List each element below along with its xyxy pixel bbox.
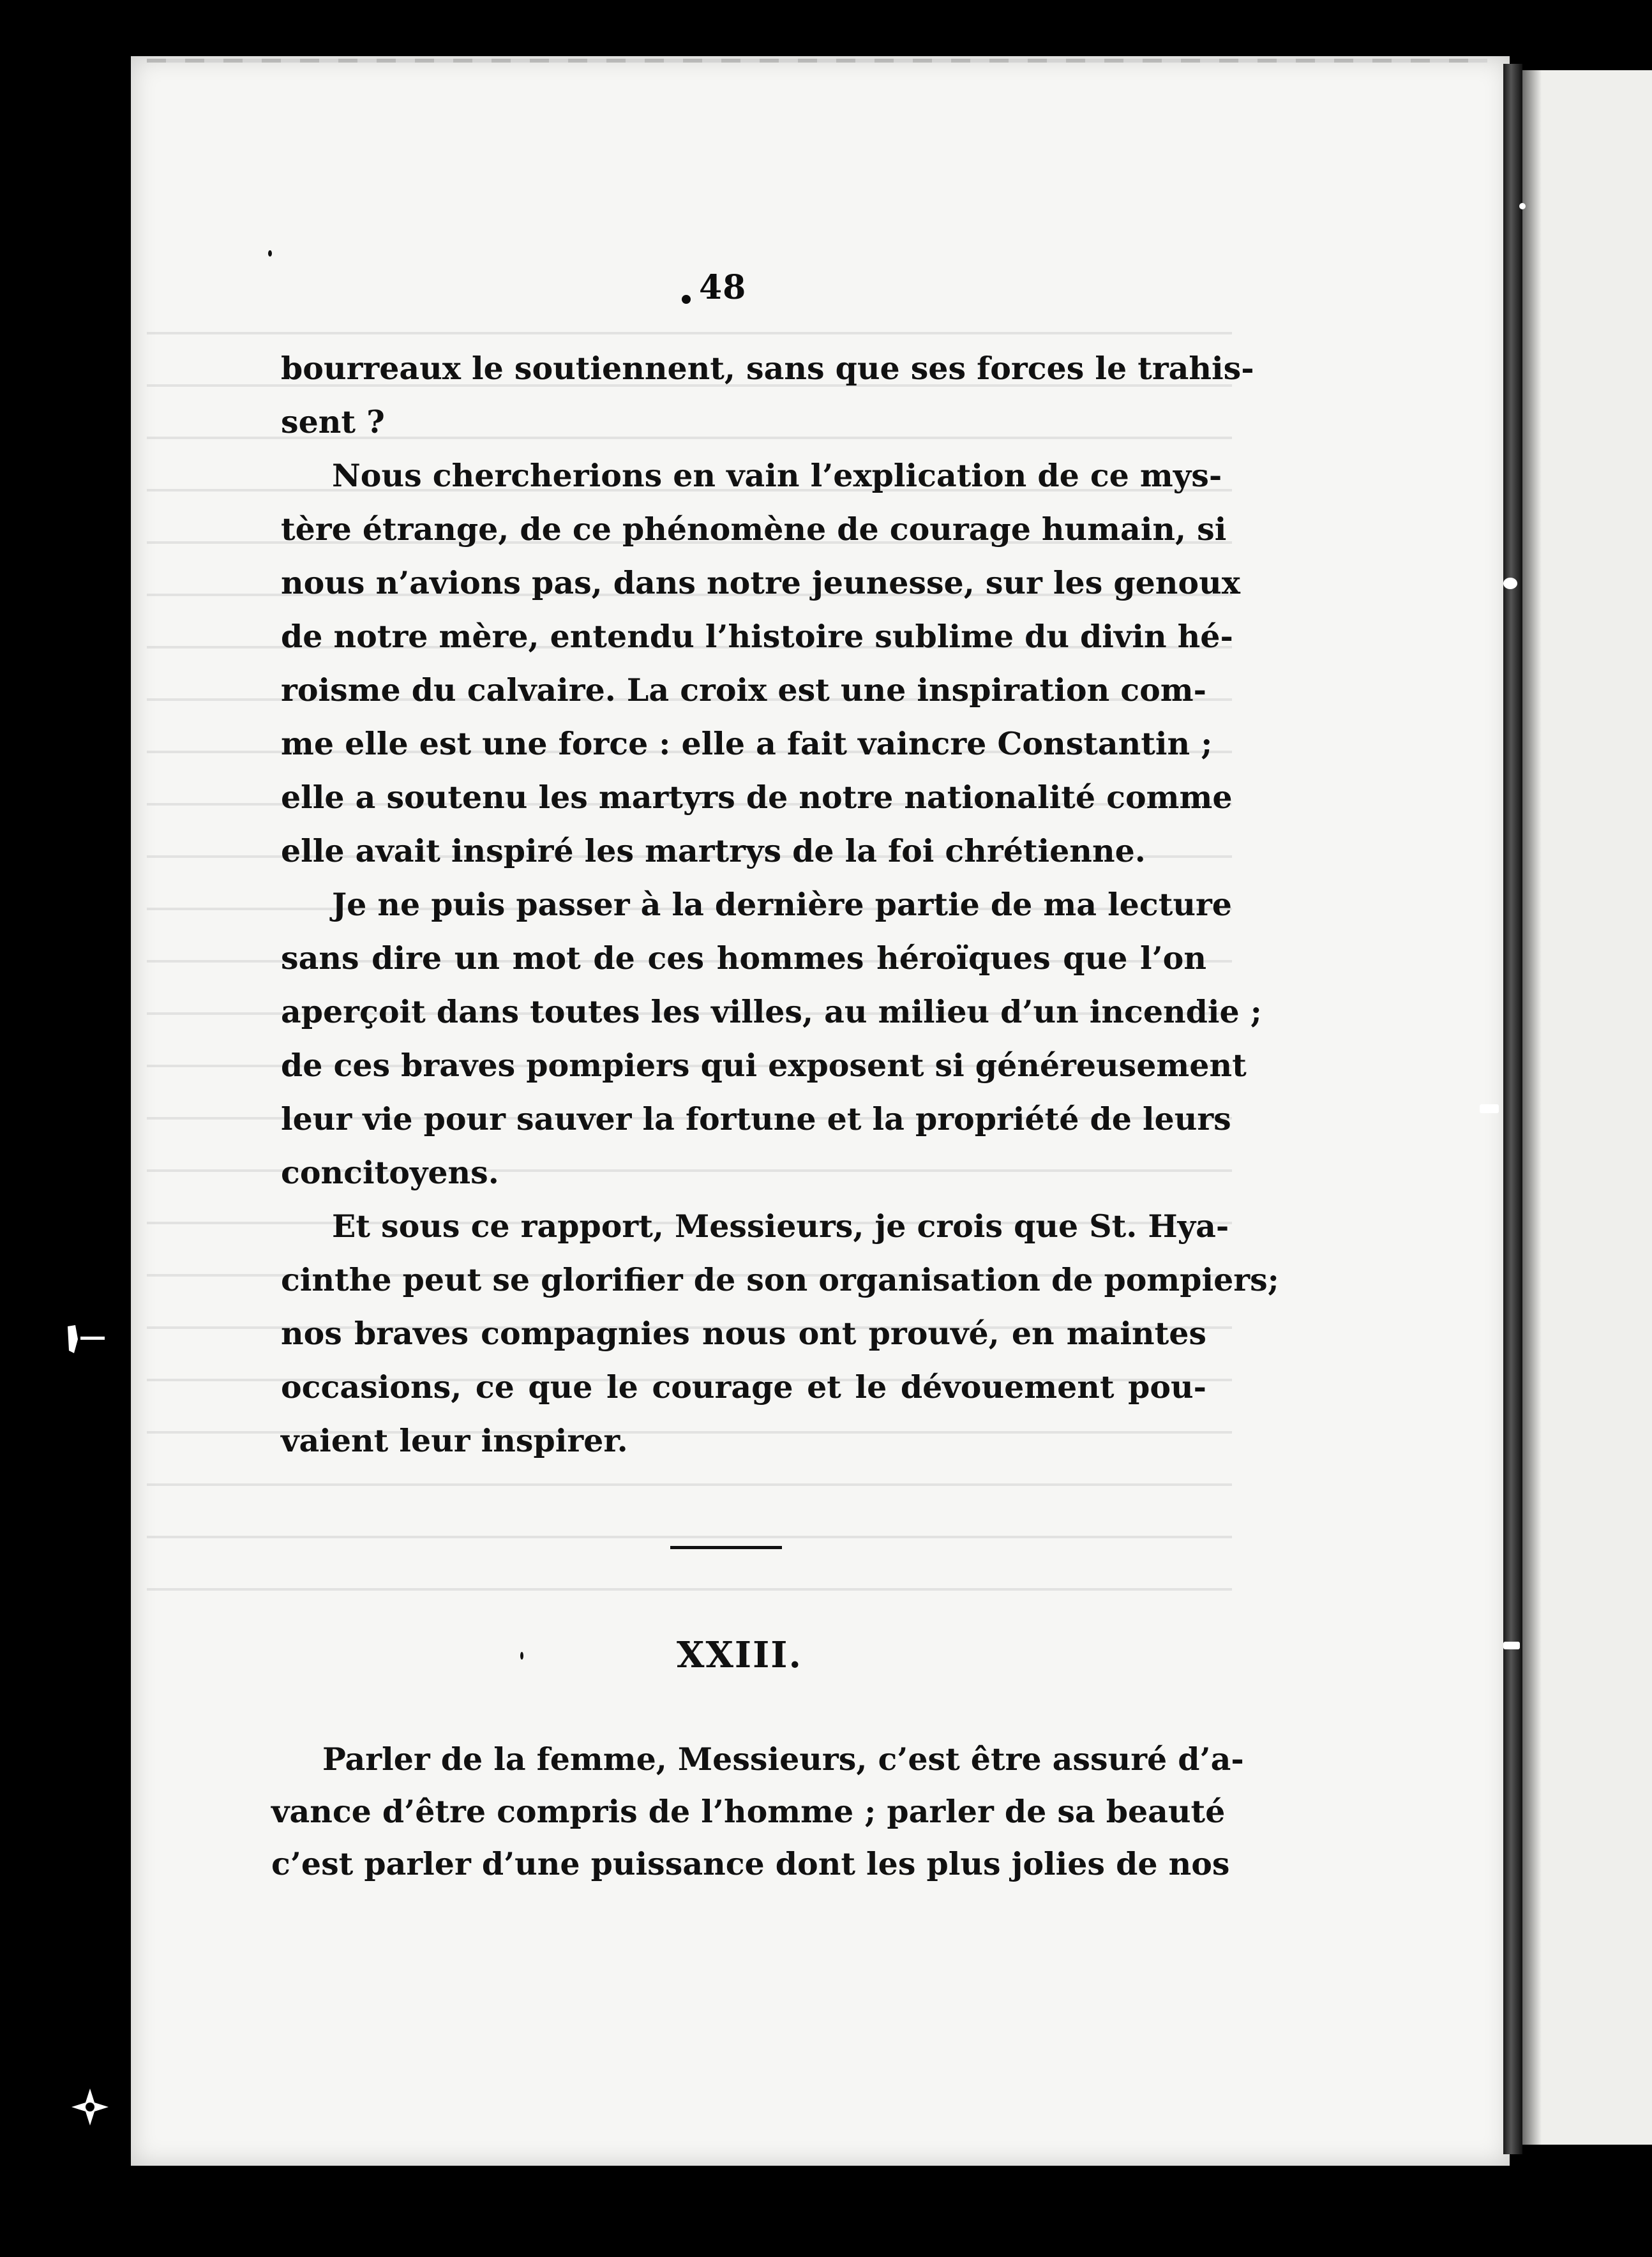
gutter-shadow	[1522, 70, 1542, 2145]
ink-speck	[1480, 1104, 1499, 1113]
text-line: sans dire un mot de ces hommes héroïques que l’on	[281, 940, 1206, 977]
text-line: cinthe peut se glorifier de son organisation de pompiers;	[281, 1261, 1279, 1298]
text-line: nous n’avions pas, dans notre jeunesse, sur les genoux	[281, 564, 1240, 601]
text-line: vance d’être compris de l’homme ; parler de sa beauté	[271, 1793, 1226, 1830]
page-number: 48	[699, 268, 747, 307]
ink-speck	[1503, 578, 1517, 589]
text-line: me elle est une force : elle a fait vaincre Constantin ;	[281, 725, 1213, 762]
text-line: vaient leur inspirer.	[281, 1422, 628, 1459]
text-line: concitoyens.	[281, 1154, 499, 1191]
paragraph	[281, 1199, 1279, 1467]
text-line: leur vie pour sauver la fortune et la propriété de leurs	[281, 1100, 1231, 1137]
page-fold	[1503, 64, 1522, 2154]
paragraph	[281, 341, 1254, 449]
text-line: sent ?	[281, 403, 385, 440]
facing-page-edge	[1522, 70, 1652, 2145]
text-line: Je ne puis passer à la dernière partie de ma lecture	[332, 886, 1232, 923]
text-line: roisme du calvaire. La croix est une inspiration com-	[281, 671, 1206, 709]
paragraph	[281, 449, 1240, 878]
text-line: c’est parler d’une puissance dont les plus jolies de nos	[271, 1845, 1230, 1882]
text-line: Parler de la femme, Messieurs, c’est être assuré d’a-	[322, 1741, 1244, 1778]
section-body-text	[271, 1733, 1244, 1890]
text-line: Et sous ce rapport, Messieurs, je crois que St. Hya-	[332, 1208, 1229, 1245]
section-heading: XXIII.	[677, 1634, 802, 1676]
paragraph	[281, 878, 1262, 1199]
text-line: bourreaux le soutiennent, sans que ses forces le trahis-	[281, 350, 1254, 387]
text-line: occasions, ce que le courage et le dévouement pou-	[281, 1368, 1206, 1406]
corner-ornament-icon	[69, 2086, 111, 2128]
text-line: de notre mère, entendu l’histoire sublime du divin hé-	[281, 618, 1233, 655]
ink-speck	[1503, 1642, 1520, 1649]
text-line: aperçoit dans toutes les villes, au milieu d’un incendie ;	[281, 993, 1262, 1030]
text-line: Nous chercherions en vain l’explication de ce mys-	[332, 457, 1222, 494]
page-top-edge	[147, 59, 1487, 63]
ink-speck	[268, 250, 272, 257]
text-line: elle avait inspiré les martrys de la foi chrétienne.	[281, 832, 1146, 869]
text-line: tère étrange, de ce phénomène de courage humain, si	[281, 511, 1227, 548]
margin-blot-icon	[61, 1320, 119, 1358]
folio-dot	[682, 295, 691, 304]
section-divider	[670, 1546, 782, 1549]
text-line: nos braves compagnies nous ont prouvé, en maintes	[281, 1315, 1206, 1352]
ink-speck	[520, 1652, 523, 1660]
text-line: elle a soutenu les martyrs de notre nationalité comme	[281, 779, 1233, 816]
text-line: de ces braves pompiers qui exposent si généreusement	[281, 1047, 1247, 1084]
ink-speck	[1519, 203, 1526, 209]
body-text	[281, 341, 1279, 1467]
